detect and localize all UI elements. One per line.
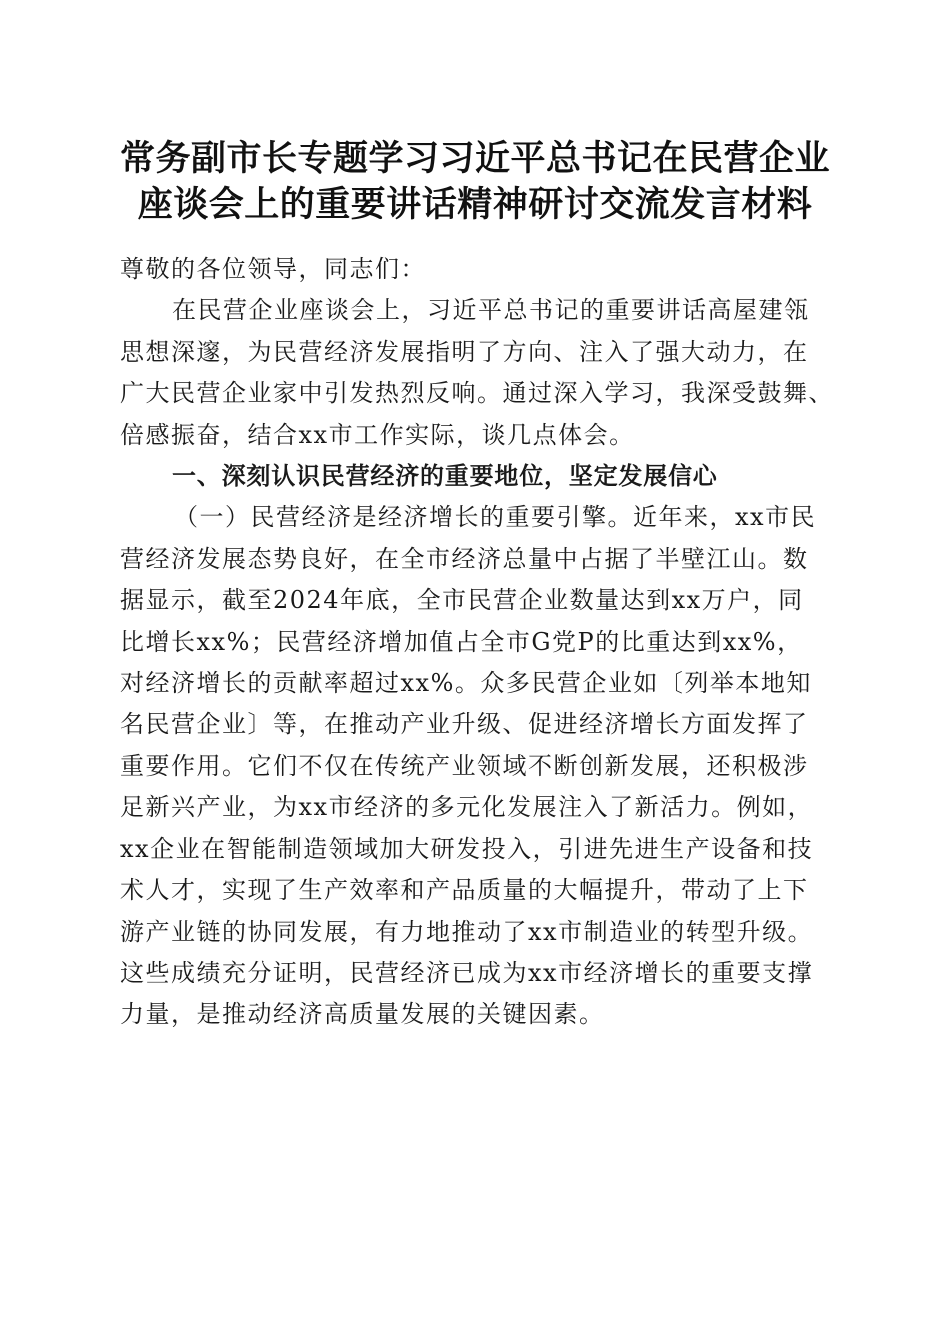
paragraph-line: 据显示，截至2024年底，全市民营企业数量达到xx万户，同 — [120, 586, 804, 615]
paragraph-line: 足新兴产业，为xx市经济的多元化发展注入了新活力。例如， — [120, 793, 814, 822]
title-line: 座谈会上的重要讲话精神研讨交流发言材料 — [137, 184, 813, 225]
paragraph-line: 游产业链的协同发展，有力地推动了xx市制造业的转型升级。 — [120, 917, 814, 946]
section-heading: 一、深刻认识民营经济的重要地位，坚定发展信心 — [172, 462, 718, 491]
document-title — [100, 136, 850, 228]
paragraph-line: 这些成绩充分证明，民营经济已成为xx市经济增长的重要支撑 — [120, 958, 814, 987]
paragraph-line: 重要作用。它们不仅在传统产业领域不断创新发展，还积极涉 — [120, 751, 809, 780]
paragraph-line: 比增长xx%；民营经济增加值占全市G党P的比重达到xx%， — [120, 627, 803, 656]
paragraph-line: 倍感振奋，结合xx市工作实际，谈几点体会。 — [120, 420, 635, 449]
paragraph-line: （一）民营经济是经济增长的重要引擎。近年来，xx市民 — [174, 503, 817, 532]
paragraph-line: 思想深邃，为民营经济发展指明了方向、注入了强大动力，在 — [120, 337, 809, 366]
salutation: 尊敬的各位领导，同志们： — [120, 255, 426, 283]
document-body — [120, 249, 834, 1036]
paragraph-line: 力量，是推动经济高质量发展的关键因素。 — [120, 1000, 605, 1029]
paragraph-line: 营经济发展态势良好，在全市经济总量中占据了半壁江山。数 — [120, 544, 809, 573]
paragraph-line: 术人才，实现了生产效率和产品质量的大幅提升，带动了上下 — [120, 876, 809, 905]
paragraph-line: 名民营企业〕等，在推动产业升级、促进经济增长方面发挥了 — [120, 710, 809, 739]
paragraph-line: 广大民营企业家中引发热烈反响。通过深入学习，我深受鼓舞、 — [120, 379, 834, 408]
paragraph-line: 在民营企业座谈会上，习近平总书记的重要讲话高屋建瓴 — [172, 296, 810, 325]
paragraph-line: xx企业在智能制造领域加大研发投入，引进先进生产设备和技 — [120, 834, 814, 863]
paragraph-line: 对经济增长的贡献率超过xx%。众多民营企业如〔列举本地知 — [120, 669, 812, 698]
title-line: 常务副市长专题学习习近平总书记在民营企业 — [119, 138, 830, 179]
